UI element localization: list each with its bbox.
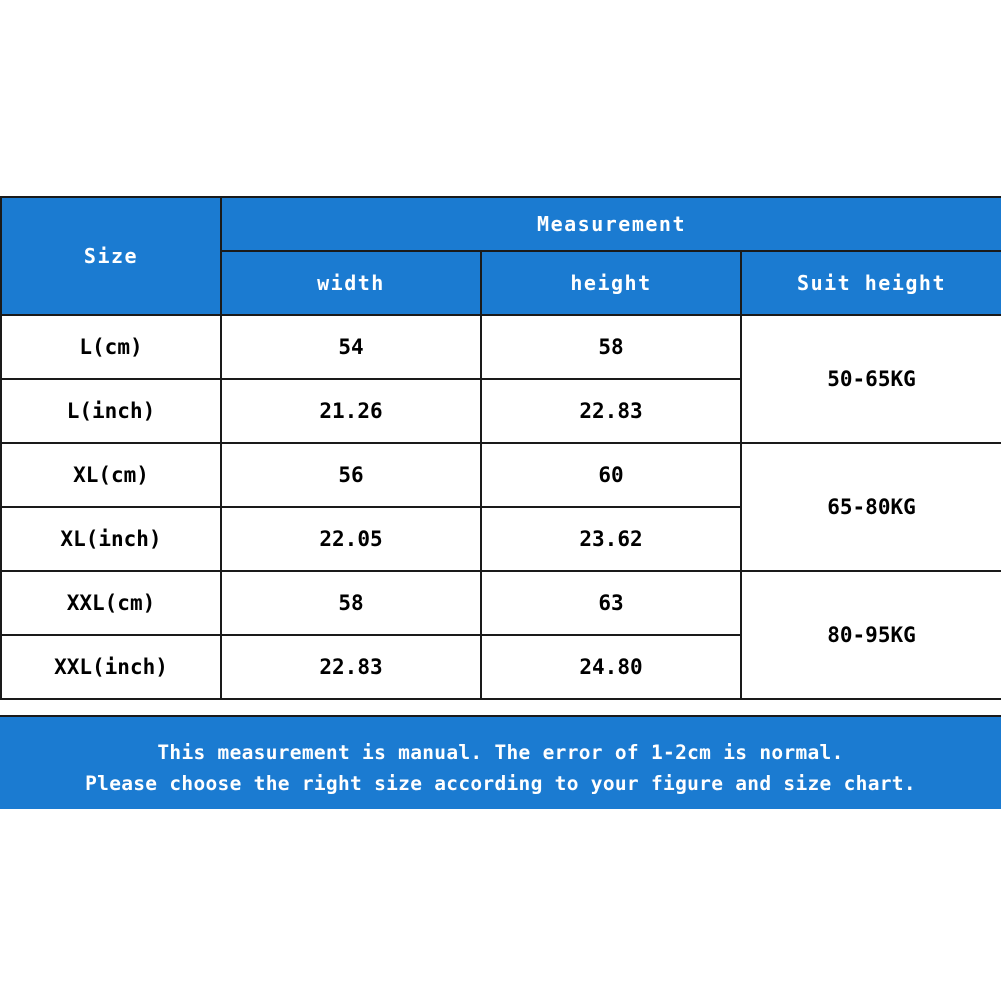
- notice-line-1: This measurement is manual. The error of 1-2cm is normal.: [157, 741, 844, 764]
- suit-height-column-header: Suit height: [741, 251, 1001, 315]
- size-cell: XL(inch): [1, 507, 221, 571]
- width-cell: 56: [221, 443, 481, 507]
- height-cell: 58: [481, 315, 741, 379]
- table-row: [1, 571, 1001, 635]
- height-cell: 24.80: [481, 635, 741, 699]
- table-row: [1, 315, 1001, 379]
- size-cell: XXL(inch): [1, 635, 221, 699]
- size-chart-table: [0, 196, 1001, 700]
- height-column-header: height: [481, 251, 741, 315]
- size-cell: XL(cm): [1, 443, 221, 507]
- width-cell: 58: [221, 571, 481, 635]
- table-row: [1, 443, 1001, 507]
- width-cell: 54: [221, 315, 481, 379]
- height-cell: 23.62: [481, 507, 741, 571]
- suit-weight-cell: 80-95KG: [741, 571, 1001, 699]
- size-cell: L(cm): [1, 315, 221, 379]
- width-cell: 22.05: [221, 507, 481, 571]
- measurement-header: Measurement: [221, 197, 1001, 251]
- width-cell: 22.83: [221, 635, 481, 699]
- header-row-top: [1, 197, 1001, 251]
- measurement-notice: [0, 715, 1001, 809]
- height-cell: 60: [481, 443, 741, 507]
- height-cell: 22.83: [481, 379, 741, 443]
- width-cell: 21.26: [221, 379, 481, 443]
- suit-weight-cell: 50-65KG: [741, 315, 1001, 443]
- height-cell: 63: [481, 571, 741, 635]
- suit-weight-cell: 65-80KG: [741, 443, 1001, 571]
- size-column-header: Size: [1, 197, 221, 315]
- width-column-header: width: [221, 251, 481, 315]
- size-cell: XXL(cm): [1, 571, 221, 635]
- notice-line-2: Please choose the right size according to your figure and size chart.: [85, 772, 916, 795]
- size-cell: L(inch): [1, 379, 221, 443]
